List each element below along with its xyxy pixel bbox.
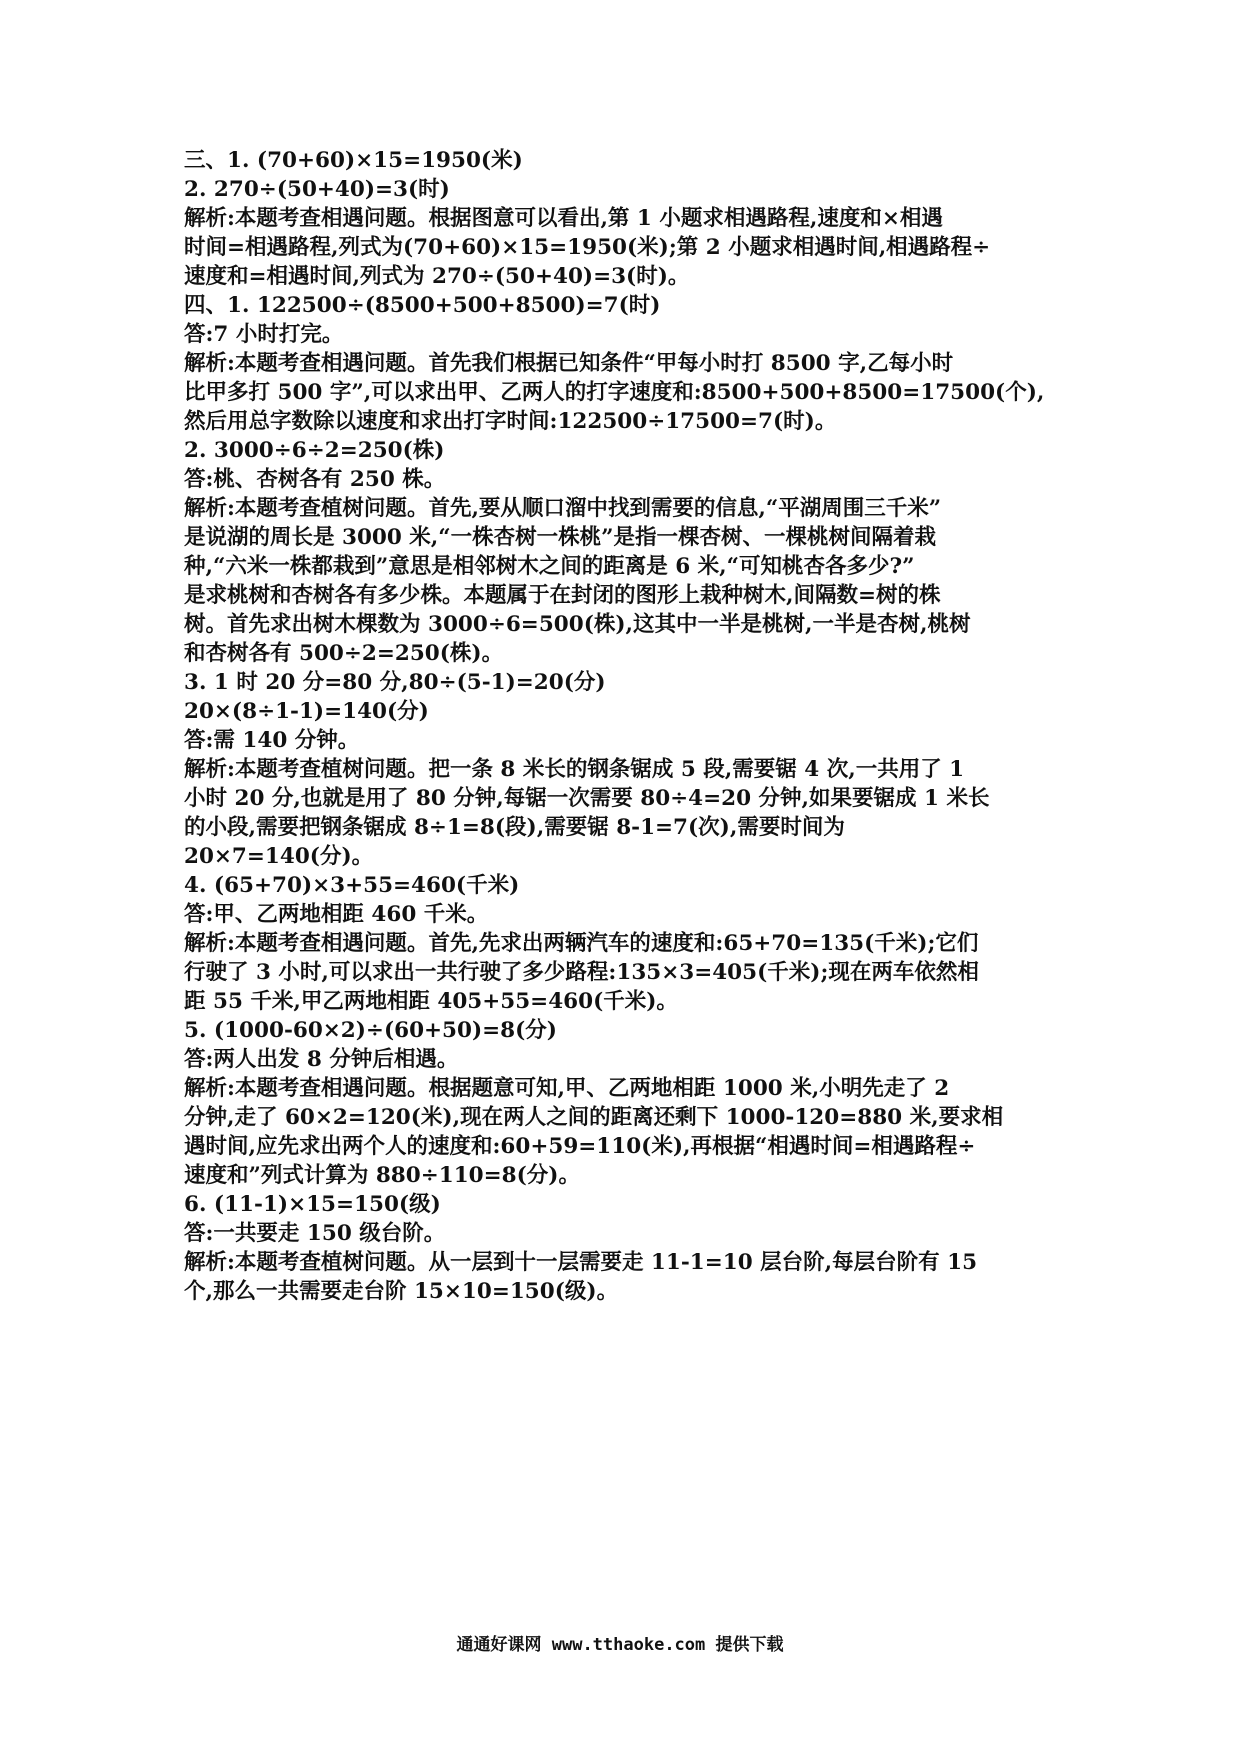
text-line: 树。首先求出树木棵数为 3000÷6=500(株),这其中一半是桃树,一半是杏树,桃树	[184, 612, 971, 637]
page-footer: 通通好课网 www.tthaoke.com 提供下载	[456, 1635, 784, 1655]
text-line: 和杏树各有 500÷2=250(株)。	[184, 641, 504, 666]
text-line: 答:7 小时打完。	[184, 322, 344, 347]
text-line: 解析:本题考查植树问题。首先,要从顺口溜中找到需要的信息,“平湖周围三千米”	[184, 496, 942, 521]
text-line: 解析:本题考查相遇问题。首先我们根据已知条件“甲每小时打 8500 字,乙每小时	[184, 351, 954, 376]
text-line: 答:两人出发 8 分钟后相遇。	[184, 1047, 459, 1072]
text-line: 分钟,走了 60×2=120(米),现在两人之间的距离还剩下 1000-120=880 米,要求相	[184, 1105, 1004, 1130]
text-line: 然后用总字数除以速度和求出打字时间:122500÷17500=7(时)。	[184, 409, 837, 434]
text-line: 比甲多打 500 字”,可以求出甲、乙两人的打字速度和:8500+500+8500=17500(个),	[184, 380, 1045, 405]
text-line: 答:需 140 分钟。	[184, 728, 360, 753]
text-line: 小时 20 分,也就是用了 80 分钟,每锯一次需要 80÷4=20 分钟,如果要锯成 1 米长	[184, 786, 990, 811]
text-line: 答:一共要走 150 级台阶。	[184, 1221, 446, 1246]
text-line: 5. (1000-60×2)÷(60+50)=8(分)	[184, 1018, 557, 1043]
text-line: 解析:本题考查植树问题。把一条 8 米长的钢条锯成 5 段,需要锯 4 次,一共用了 1	[184, 757, 965, 782]
text-line: 三、1. (70+60)×15=1950(米)	[184, 148, 523, 173]
text-line: 解析:本题考查相遇问题。根据图意可以看出,第 1 小题求相遇路程,速度和×相遇	[184, 206, 943, 231]
answer-text-block	[184, 146, 1064, 1306]
text-line: 距 55 千米,甲乙两地相距 405+55=460(千米)。	[184, 989, 678, 1014]
text-line: 4. (65+70)×3+55=460(千米)	[184, 873, 520, 898]
text-line: 速度和=相遇时间,列式为 270÷(50+40)=3(时)。	[184, 264, 690, 289]
text-line: 时间=相遇路程,列式为(70+60)×15=1950(米);第 2 小题求相遇时间,相遇路程÷	[184, 235, 991, 260]
text-line: 是求桃树和杏树各有多少株。本题属于在封闭的图形上栽种树木,间隔数=树的株	[184, 583, 941, 608]
text-line: 2. 270÷(50+40)=3(时)	[184, 177, 450, 202]
text-line: 6. (11-1)×15=150(级)	[184, 1192, 441, 1217]
text-line: 2. 3000÷6÷2=250(株)	[184, 438, 445, 463]
text-line: 行驶了 3 小时,可以求出一共行驶了多少路程:135×3=405(千米);现在两车依然相	[184, 960, 979, 985]
text-line: 3. 1 时 20 分=80 分,80÷(5-1)=20(分)	[184, 670, 606, 695]
text-line: 20×7=140(分)。	[184, 844, 374, 869]
text-line: 是说湖的周长是 3000 米,“一株杏树一株桃”是指一棵杏树、一棵桃树间隔着栽	[184, 525, 937, 550]
text-line: 的小段,需要把钢条锯成 8÷1=8(段),需要锯 8-1=7(次),需要时间为	[184, 815, 845, 840]
text-line: 答:甲、乙两地相距 460 千米。	[184, 902, 489, 927]
text-line: 答:桃、杏树各有 250 株。	[184, 467, 446, 492]
text-line: 20×(8÷1-1)=140(分)	[184, 699, 429, 724]
text-line: 四、1. 122500÷(8500+500+8500)=7(时)	[184, 293, 661, 318]
text-line: 种,“六米一株都栽到”意思是相邻树木之间的距离是 6 米,“可知桃杏各多少?”	[184, 554, 915, 579]
text-line: 个,那么一共需要走台阶 15×10=150(级)。	[184, 1279, 619, 1304]
text-line: 遇时间,应先求出两个人的速度和:60+59=110(米),再根据“相遇时间=相遇路程÷	[184, 1134, 976, 1159]
text-line: 速度和”列式计算为 880÷110=8(分)。	[184, 1163, 580, 1188]
text-line: 解析:本题考查相遇问题。首先,先求出两辆汽车的速度和:65+70=135(千米);它们	[184, 931, 979, 956]
text-line: 解析:本题考查植树问题。从一层到十一层需要走 11-1=10 层台阶,每层台阶有 15	[184, 1250, 978, 1275]
text-line: 解析:本题考查相遇问题。根据题意可知,甲、乙两地相距 1000 米,小明先走了 2	[184, 1076, 950, 1101]
